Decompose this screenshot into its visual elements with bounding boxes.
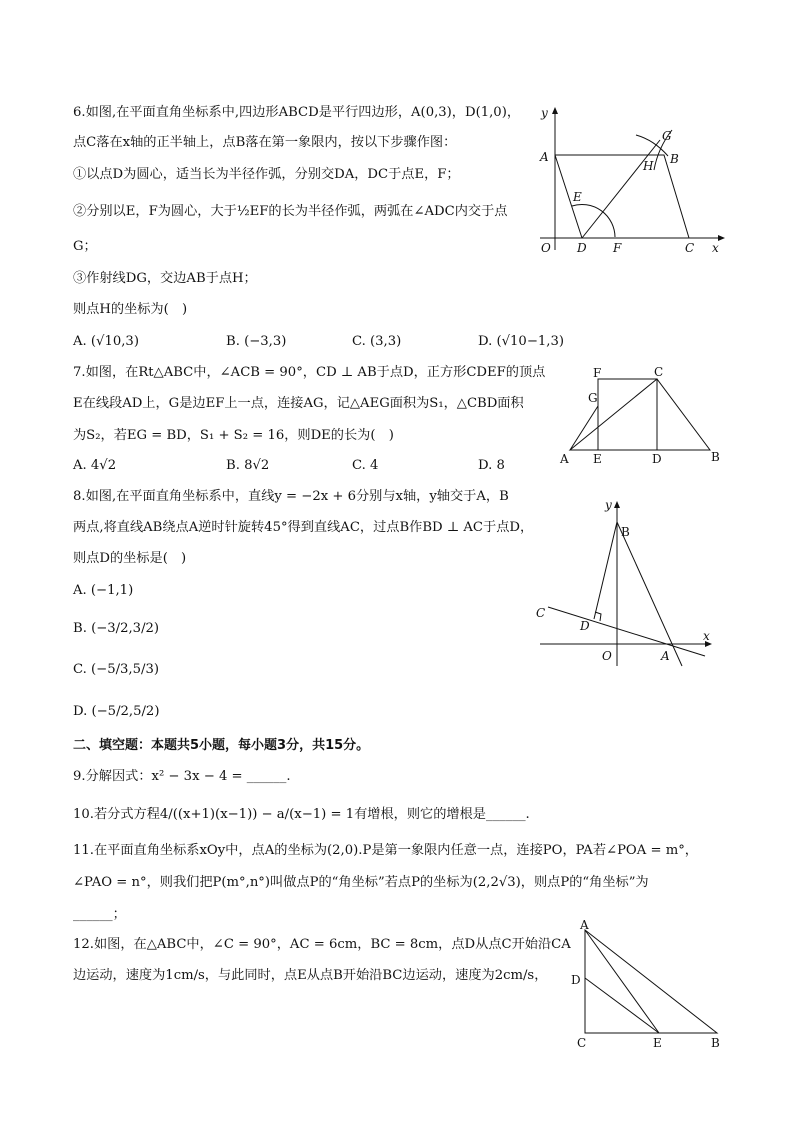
- q8-y-arrow: [614, 501, 620, 508]
- q7-figure: [556, 362, 728, 468]
- q7-label-d: D: [652, 452, 662, 466]
- q8-option-a: A. (−1,1): [73, 583, 134, 598]
- q8-label-a: A: [661, 649, 670, 663]
- q6-arc-ef: [572, 204, 615, 237]
- q6-label-f: F: [613, 241, 622, 255]
- q12-label-e: E: [653, 1036, 662, 1050]
- q6-option-c: C. (3,3): [352, 334, 402, 349]
- q6-line1: 6.如图,在平面直角坐标系中,四边形ABCD是平行四边形，A(0,3)，D(1,0)，: [73, 105, 521, 120]
- q7-option-d: D. 8: [478, 458, 505, 473]
- q8-label-x: x: [703, 629, 710, 643]
- q6-step2b: G；: [73, 239, 97, 254]
- q12-line1: 12.如图，在△ABC中，∠C = 90°，AC = 6cm，BC = 8cm，点D从点C开始沿CA: [73, 937, 571, 952]
- q7-option-a: A. 4√2: [73, 458, 117, 473]
- q8-label-b: B: [621, 525, 630, 539]
- q12-segment-de: [585, 978, 659, 1033]
- q6-step3: ③作射线DG，交边AB于点H；: [73, 271, 257, 286]
- q12-label-c: C: [577, 1036, 587, 1050]
- q12-line2: 边运动，速度为1cm/s，与此同时，点E从点B开始沿BC边运动，速度为2cm/s，: [73, 968, 548, 983]
- q7-option-b: B. 8√2: [226, 458, 270, 473]
- q7-line2: E在线段AD上，G是边EF上一点，连接AG，记△AEG面积为S₁，△CBD面积: [73, 396, 524, 411]
- q6-step2: ②分别以E，F为圆心，大于½EF的长为半径作弧，两弧在∠ADC内交于点: [73, 204, 508, 219]
- q12-triangle-abc: [585, 930, 717, 1033]
- q11-line2: ∠PAO = n°，则我们把P(m°,n°)叫做点P的“角坐标”若点P的坐标为(2,2√3)，则点P的“角坐标”为: [73, 875, 649, 890]
- q6-label-g: G: [662, 129, 672, 143]
- q8-option-d: D. (−5/2,5/2): [73, 704, 160, 719]
- q10: 10.若分式方程4/((x+1)(x−1)) − a/(x−1) = 1有增根，则它的增根是______.: [73, 807, 530, 822]
- q6-step1: ①以点D为圆心，适当长为半径作弧，分别交DA，DC于点E，F；: [73, 167, 460, 182]
- q11-line1: 11.在平面直角坐标系xOy中，点A的坐标为(2,0).P是第一象限内任意一点，连接PO，PA若∠POA = m°，: [73, 843, 698, 858]
- q6-label-d: D: [577, 241, 587, 255]
- q6-option-b: B. (−3,3): [226, 334, 287, 349]
- q6-label-b: B: [670, 152, 679, 166]
- q6-question: 则点H的坐标为( ): [73, 302, 188, 317]
- q12-label-b: B: [711, 1036, 720, 1050]
- q8-line3: 则点D的坐标是( ): [73, 551, 187, 566]
- q8-segment-bd: [594, 522, 617, 619]
- q6-label-x: x: [712, 241, 719, 255]
- q8-figure: [530, 494, 720, 670]
- q8-label-d: D: [580, 619, 590, 633]
- q6-line2: 点C落在x轴的正半轴上，点B落在第一象限内，按以下步骤作图：: [73, 135, 457, 150]
- q7-label-b: B: [711, 450, 720, 464]
- q12-figure: [568, 916, 730, 1054]
- q12-label-d: D: [571, 973, 581, 987]
- q8-option-b: B. (−3/2,3/2): [73, 621, 160, 636]
- section-2-heading: 二、填空题：本题共5小题，每小题3分，共15分。: [73, 738, 370, 753]
- q6-label-c: C: [685, 241, 695, 255]
- q7-label-a: A: [560, 452, 569, 466]
- q8-option-c: C. (−5/3,5/3): [73, 662, 159, 677]
- q6-option-d: D. (√10−1,3): [478, 334, 564, 349]
- q7-segment-ag: [570, 406, 598, 450]
- q8-line-ac: [548, 607, 705, 656]
- q7-label-f: F: [593, 366, 602, 380]
- q7-line1: 7.如图，在Rt△ABC中，∠ACB = 90°，CD ⊥ AB于点D，正方形CDEF的顶点: [73, 365, 546, 380]
- q6-y-arrow: [552, 107, 558, 114]
- q6-x-arrow: [718, 235, 725, 241]
- q8-right-angle-mark: [595, 612, 601, 621]
- q6-label-e: E: [573, 190, 582, 204]
- q7-line3: 为S₂，若EG = BD，S₁ + S₂ = 16，则DE的长为( ): [73, 428, 394, 443]
- q7-label-c: C: [654, 365, 664, 379]
- q8-line2: 两点,将直线AB绕点A逆时针旋转45°得到直线AC，过点B作BD ⊥ AC于点D，: [73, 520, 534, 535]
- q6-label-y: y: [541, 106, 548, 120]
- q12-segment-ae: [585, 930, 659, 1033]
- q8-line1: 8.如图,在平面直角坐标系中，直线y = −2x + 6分别与x轴，y轴交于A，B: [73, 489, 509, 504]
- q8-label-y: y: [605, 498, 612, 512]
- q11-line3: ______；: [73, 907, 126, 922]
- q8-label-o: O: [602, 649, 612, 663]
- q7-option-c: C. 4: [352, 458, 379, 473]
- q7-triangle-abc: [570, 379, 710, 450]
- q8-label-c: C: [536, 606, 546, 620]
- q6-option-a: A. (√10,3): [73, 334, 139, 349]
- q6-label-a: A: [540, 150, 549, 164]
- q7-label-e: E: [593, 452, 602, 466]
- q6-label-o: O: [541, 241, 551, 255]
- q6-figure: [532, 100, 732, 260]
- q9: 9.分解因式：x² − 3x − 4 = ______.: [73, 769, 291, 784]
- q7-label-g: G: [588, 391, 598, 405]
- q7-square-cdef: [598, 379, 657, 450]
- q12-label-a: A: [580, 918, 589, 932]
- q6-label-h: H: [643, 159, 654, 173]
